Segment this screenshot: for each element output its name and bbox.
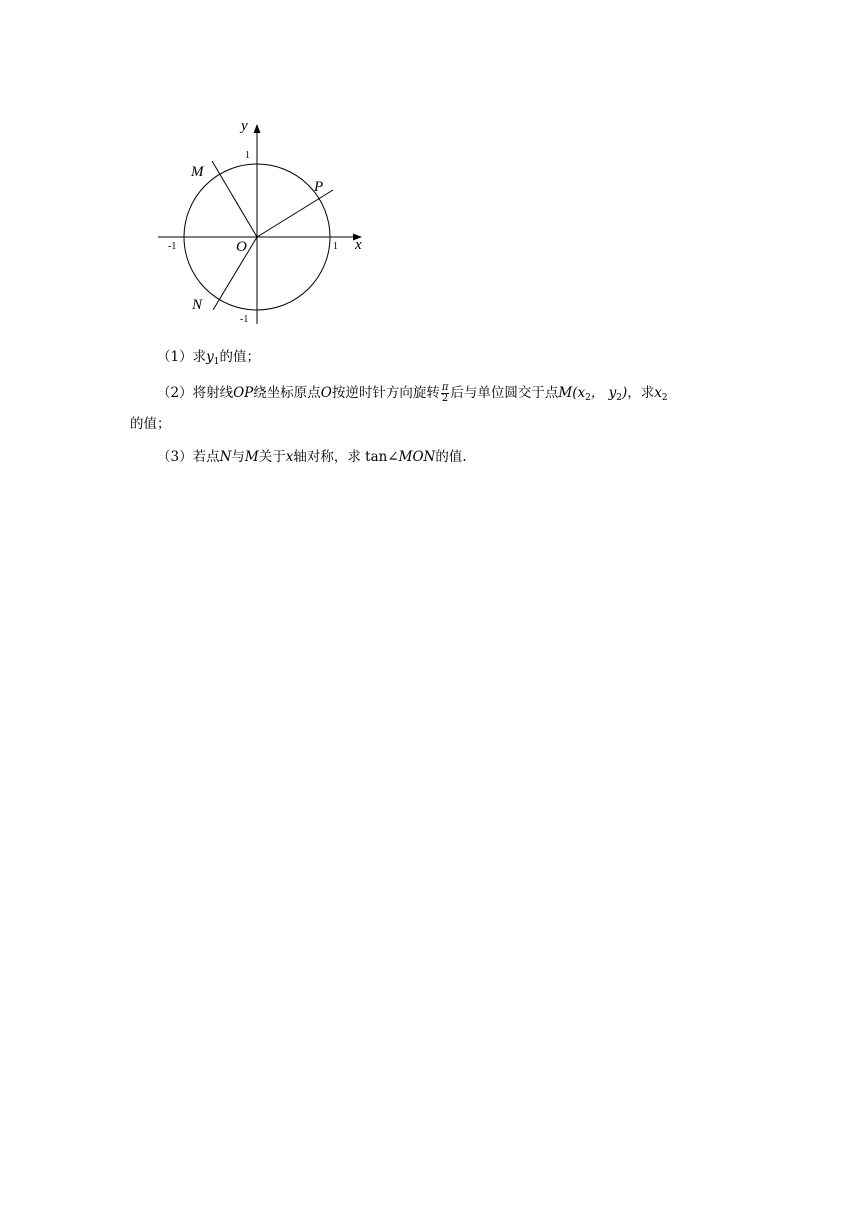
q1-var: $y_1$ xyxy=(206,349,220,367)
line-MN xyxy=(212,161,257,237)
q3-prefix: （3）若点 xyxy=(157,449,220,465)
q3-suffix: 的值. xyxy=(435,449,467,465)
question-1 xyxy=(157,347,260,372)
q2-prefix: （2）将射线 xyxy=(157,385,234,401)
line-ON xyxy=(213,237,257,310)
q1-prefix: （1）求 xyxy=(157,349,207,365)
q2-fraction: $\frac{\pi}{2}$ xyxy=(441,382,449,404)
q2-ray: OP xyxy=(233,385,254,401)
tick-x-pos: 1 xyxy=(333,241,338,252)
q2-point-M: $M(x_2$， $y_2$) xyxy=(558,385,628,403)
question-2-continuation: 的值； xyxy=(130,416,171,432)
point-N-label: N xyxy=(192,297,203,313)
q2-text-d: ，求 xyxy=(627,385,655,401)
ray-OP xyxy=(257,190,333,237)
q2-text-b: 按逆时针方向旋转 xyxy=(331,385,440,401)
q3-angle: MON xyxy=(398,449,436,465)
q2-text-a: 绕坐标原点 xyxy=(253,385,321,401)
q2-var: $x_2$ xyxy=(654,385,668,403)
y-axis-label: y xyxy=(241,118,248,134)
question-3: （3）若点N与M关于x轴对称，求 tan∠MON的值. xyxy=(157,449,467,465)
point-M-label: M xyxy=(191,164,204,180)
x-axis-label: x xyxy=(355,237,362,253)
tick-x-neg: -1 xyxy=(168,241,177,252)
q2-origin: O xyxy=(320,385,332,401)
q2-text-c: 后与单位圆交于点 xyxy=(450,385,559,401)
unit-circle-figure xyxy=(150,112,380,332)
q3-point-M: M xyxy=(244,449,259,465)
origin-label: O xyxy=(236,239,247,255)
question-2 xyxy=(157,383,668,408)
q3-axis: x xyxy=(285,449,294,465)
q1-suffix: 的值； xyxy=(219,349,260,365)
tick-y-neg: -1 xyxy=(240,314,249,325)
q3-point-N: N xyxy=(219,449,232,465)
point-P-label: P xyxy=(314,179,324,195)
tick-y-pos: 1 xyxy=(245,150,250,161)
y-axis-arrow xyxy=(254,124,261,133)
